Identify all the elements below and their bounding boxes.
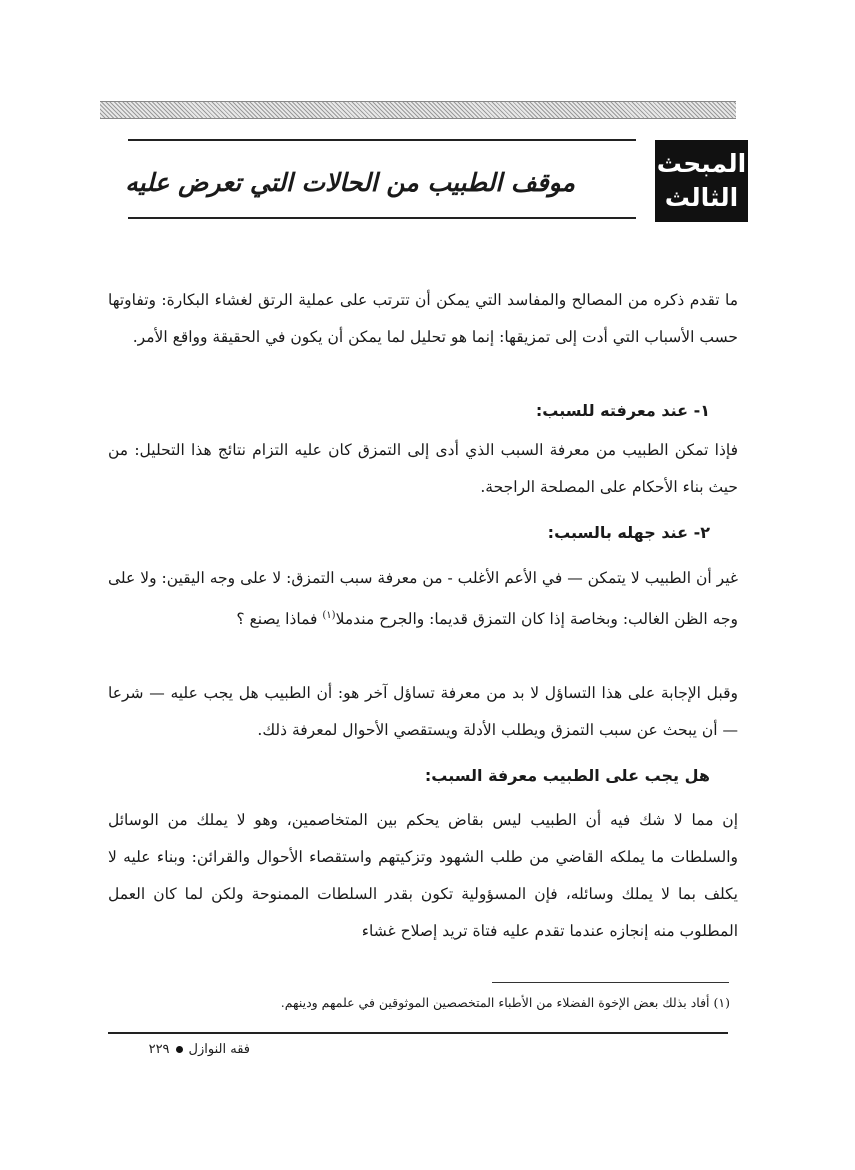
intro-text: ما تقدم ذكره من المصالح والمفاسد التي يمكن أن تترتب على عملية الرتق لغشاء البكارة: وتفاوتها حسب الأسباب التي أدت إلى تمزيقها: إنما هو تحليل لما يمكن أن يكون في الحقيقة وواقع الأمر. — [108, 291, 738, 346]
chapter-title: موقف الطبيب من الحالات التي تعرض عليه — [125, 168, 575, 197]
footer-rule — [108, 1032, 728, 1034]
decorative-header-bar — [100, 101, 736, 119]
intro-paragraph — [108, 282, 766, 356]
paragraph-not-knowing-cause-main: غير أن الطبيب لا يتمكن — في الأعم الأغلب - من معرفة سبب التمزق: لا على وجه اليقين: ولا على وجه الظن الغالب: وبخاصة إذا كان التمزق قديما: والجرح مندملا — [108, 569, 738, 629]
heading-knowing-cause: ١- عند معرفته للسبب: — [535, 401, 710, 420]
title-rule-bottom — [128, 217, 636, 219]
paragraph-question-text: وقبل الإجابة على هذا التساؤل لا بد من معرفة تساؤل آخر هو: أن الطبيب هل يجب عليه — شرعا — أن يبحث عن سبب التمزق ويطلب الأدلة ويستقصي الأحوال لمعرفة ذلك. — [108, 684, 738, 739]
page-footer — [90, 1040, 250, 1060]
section-label-line1: المبحث — [656, 149, 747, 178]
paragraph-not-knowing-cause — [108, 560, 766, 638]
paragraph-doctor-role — [108, 802, 766, 950]
paragraph-knowing-cause-text: فإذا تمكن الطبيب من معرفة السبب الذي أدى إلى التمزق كان عليه التزام نتائج هذا التحليل: من حيث بناء الأحكام على المصلحة الراجحة. — [108, 441, 738, 496]
section-label — [655, 140, 748, 222]
title-rule-top — [128, 139, 636, 141]
footer-book-title: فقه النوازل — [188, 1042, 250, 1057]
paragraph-not-knowing-cause-text — [108, 560, 738, 638]
paragraph-not-knowing-cause-end: فماذا يصنع ؟ — [236, 610, 318, 629]
page-number: ٢٢٩ — [148, 1042, 170, 1057]
paragraph-doctor-role-text: إن مما لا شك فيه أن الطبيب ليس بقاض يحكم بين المتخاصمين، وهو لا يملك من الوسائل والسلطات ما يملكه القاضي من طلب الشهود وتزكيتهم واستقصاء الأحوال والقرائن: وبناء عليه لا يكلف بما لا يملك وسائله، فإن المسؤولية تكون بقدر السلطات الممنوحة ولكن لما كان العمل المطلوب منه إنجازه عندما تقدم عليه فتاة تريد إصلاح غشاء — [108, 811, 738, 940]
footnote-reference: (١) — [322, 610, 336, 621]
bullet-icon — [176, 1046, 183, 1053]
section-label-line2: الثالث — [664, 183, 739, 212]
heading-must-know-cause: هل يجب على الطبيب معرفة السبب: — [424, 766, 710, 785]
paragraph-knowing-cause — [108, 432, 766, 506]
paragraph-question — [108, 675, 766, 749]
heading-not-knowing-cause: ٢- عند جهله بالسبب: — [547, 523, 710, 542]
footnote: (١) أفاد بذلك بعض الإخوة الفضلاء من الأطباء المتخصصين الموثوقين في علمهم ودينهم. — [280, 995, 730, 1010]
footnote-separator — [492, 982, 729, 983]
